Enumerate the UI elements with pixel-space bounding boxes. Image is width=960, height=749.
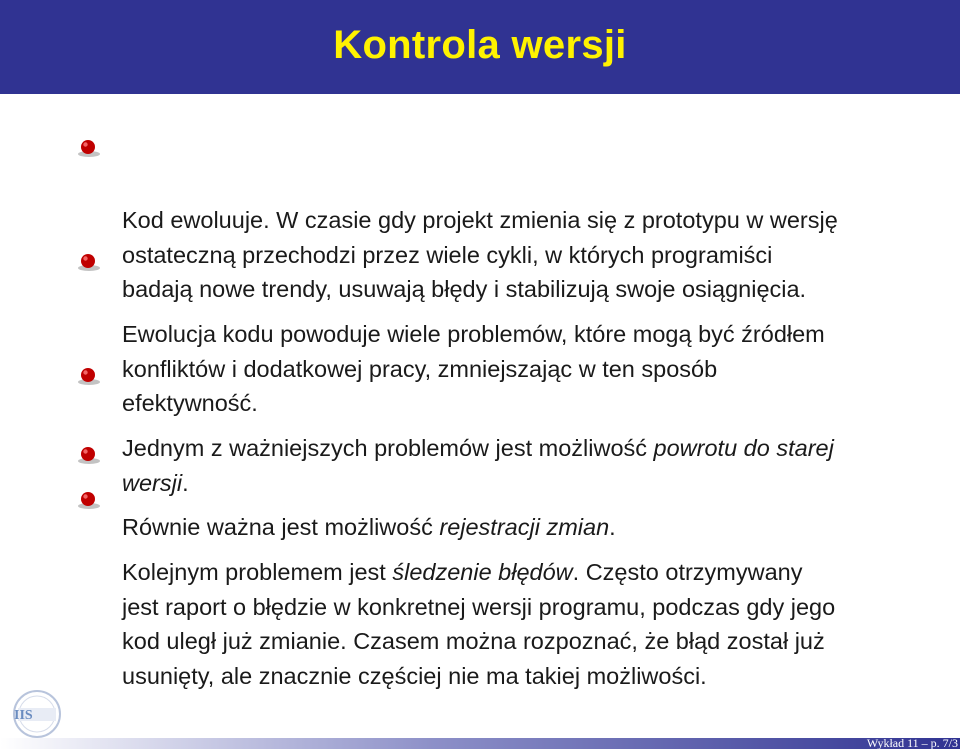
bullet-ball-icon	[74, 445, 102, 467]
bullet-text: Kolejnym problemem jest	[122, 559, 393, 585]
slide-title: Kontrola wersji	[333, 22, 627, 67]
bullet-item-5	[122, 486, 922, 693]
title-bar	[0, 0, 960, 94]
bullet-ball-icon	[74, 366, 102, 388]
bullet-emphasis: śledzenie błędów	[392, 559, 573, 585]
logo-text: IIS	[14, 708, 33, 723]
page-indicator: Wykład 11 – p. 7/3	[866, 736, 958, 749]
bullet-ball-icon	[74, 490, 102, 512]
bullet-text: Jednym z ważniejszych problemów jest możliwość	[122, 435, 654, 461]
bullet-emphasis: rejestracji zmian	[439, 514, 610, 540]
footer-bar	[0, 738, 960, 749]
bullet-text: .	[609, 514, 616, 540]
bullet-ball-icon	[74, 138, 102, 160]
bullet-ball-icon	[74, 252, 102, 274]
bullet-text: . Często otrzymywany jest raport o błędzie w konkretnej wersji programu, podczas gdy jego kod uległ już zmianie. Czasem można rozpoznać, że błąd został już usunięty, ale znacznie częściej nie ma takiej możliwości.	[122, 559, 836, 689]
bullet-text: Kod ewoluuje. W czasie gdy projekt zmienia się z prototypu w wersję ostateczną przechodzi przez wiele cykli, w których programiści badają nowe trendy, usuwają błędy i stabilizują swoje osiągnięcia.	[122, 207, 838, 302]
bullet-text: Ewolucja kodu powoduje wiele problemów, które mogą być źródłem konfliktów i dodatkowej pracy, zmniejszając w ten sposób efektywność.	[122, 321, 825, 416]
bullet-emphasis: powrotu do starej wersji	[122, 435, 834, 496]
bullet-text: Równie ważna jest możliwość	[122, 514, 440, 540]
bullet-text: .	[182, 469, 189, 496]
